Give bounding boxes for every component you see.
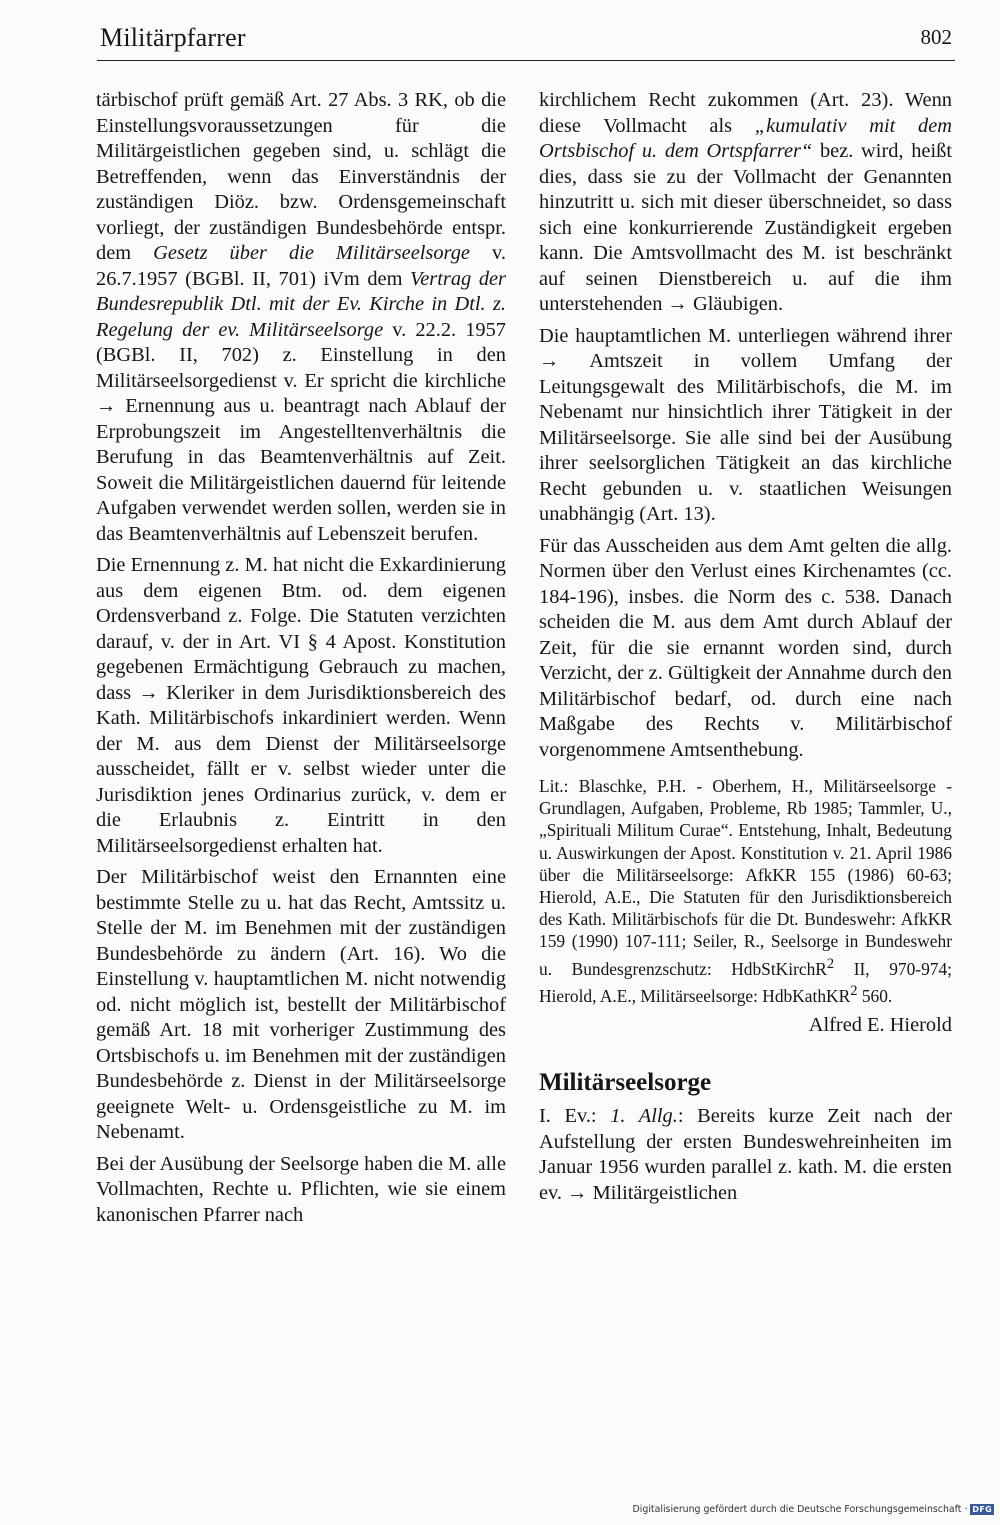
digitization-footer (633, 1504, 994, 1515)
dfg-logo: DFG (972, 1505, 992, 1514)
section-heading: Militärseelsorge (539, 1069, 712, 1097)
paragraph: Die Ernennung z. M. hat nicht die Exkardinierung aus dem eigenen Btm. od. dem eigenen Ordensverband z. Folge. Die Statuten verzichten darauf, v. der in Art. VI § 4 Apost. Konstitution gegebenen Ermächtigung Gebrauch zu machen, dass → Kleriker in dem Jurisdiktionsbereich des Kath. Militärbischofs inkardiniert werden. Wenn der M. aus dem Dienst der Militärseelsorge ausscheidet, fällt er v. selbst wieder unter die Jurisdiktion jenes Ordinarius zurück, v. dem er die Erlaubnis z. Eintritt in den Militärseelsorgedienst erhalten hat. (96, 554, 506, 857)
header-title: Militärpfarrer (100, 23, 246, 52)
paragraph: Der Militärbischof weist den Ernannten eine bestimmte Stelle zu u. hat das Recht, Amtssitz u. Stelle der M. im Benehmen mit der zuständigen Bundesbehörde zu ändern (Art. 16). Wo die Einstellung v. hauptamtlichen M. nicht notwendig od. nicht möglich ist, bestellt der Militärbischof gemäß Art. 18 mit vorheriger Zustimmung des Ortsbischofs u. im Benehmen mit der zuständigen Bundesbehörde z. Dienst in der Militärseelsorge geeignete Welt- u. Ordensgeistliche zu M. im Nebenamt. (96, 866, 506, 1143)
right-column (539, 88, 952, 1212)
paragraph: Für das Ausscheiden aus dem Amt gelten die allg. Normen über den Verlust eines Kirchenamtes (cc. 184-196), insbes. die Norm des c. 538. Danach scheiden die M. aus dem Amt durch Ablauf der Zeit, für die sie ernannt worden sind, durch Verzicht, der z. Gültigkeit der Annahme durch den Militärbischof bedarf, od. durch eine nach Maßgabe des Rechts v. Militärbischof vorgenommene Amtsenthebung. (539, 534, 952, 761)
left-column (96, 88, 506, 1234)
literature-references: Lit.: Blaschke, P.H. - Oberhem, H., Militärseelsorge - Grundlagen, Aufgaben, Probleme, Rb 1985; Tammler, U., „Spirituali Militum Curae“. Entstehung, Inhalt, Bedeutung u. Auswirkungen der Apost. Konstitution v. 21. April 1986 über die Militärseelsorge: AfkKR 155 (1986) 60-63; Hierold, A.E., Die Statuten für den Jurisdiktionsbereich des Kath. Militärbischofs für die Dt. Bundeswehr: AfkKR 159 (1990) 107-111; Seiler, R., Seelsorge in Bundeswehr u. Bundesgrenzschutz: HdbStKirchR$^2$ II, 970-974; Hierold, A.E., Militärseelsorge: HdbKathKR$^2$ 560. (539, 776, 953, 1006)
paragraph: tärbischof prüft gemäß Art. 27 Abs. 3 RK, ob die Einstellungsvoraussetzungen für die Militärgeistlichen gegeben sind, u. schlägt die Betreffenden, wenn das Einverständnis der zuständigen Diöz. bzw. Ordensgemeinschaft vorliegt, der zuständigen Bundesbehörde entspr. dem Gesetz über die Militärseelsorge v. 26.7.1957 (BGBl. II, 701) iVm dem Vertrag der Bundesrepublik Dtl. mit der Ev. Kirche in Dtl. z. Regelung der ev. Militärseelsorge v. 22.2. 1957 (BGBl. II, 702) z. Einstellung in den Militärseelsorgedienst v. Er spricht die kirchliche → Ernennung aus u. beantragt nach Ablauf der Erprobungszeit im Angestelltenverhältnis die Berufung in das Beamtenverhältnis auf Zeit. Soweit die Militärgeistlichen dauernd für leitende Aufgaben verwendet werden sollen, werden sie in das Beamtenverhältnis auf Lebenszeit berufen. (96, 89, 506, 545)
page-number: 802 (920, 25, 952, 49)
paragraph: Die hauptamtlichen M. unterliegen während ihrer → Amtszeit in vollem Umfang der Leitungsgewalt des Militärbischofs, die M. im Nebenamt nur hinsichtlich ihrer Tätigkeit in der Militärseelsorge. Sie alle sind bei der Ausübung ihrer seelsorglichen Tätigkeit an das kirchliche Recht gebunden u. v. staatlichen Weisungen unabhängig (Art. 13). (539, 324, 952, 525)
paragraph: I. Ev.: 1. Allg.: Bereits kurze Zeit nach der Aufstellung der ersten Bundeswehreinheiten im Januar 1956 wurden parallel z. kath. M. die ersten ev. → Militärgeistlichen (539, 1105, 952, 1204)
paragraph: Bei der Ausübung der Seelsorge haben die M. alle Vollmachten, Rechte u. Pflichten, wie sie einem kanonischen Pfarrer nach (96, 1152, 506, 1226)
paragraph: kirchlichem Recht zukommen (Art. 23). Wenn diese Vollmacht als „kumulativ mit dem Ortsbischof u. dem Ortspfarrer“ bez. wird, heißt dies, dass sie zu der Vollmacht der Genannten hinzutritt u. sich mit dieser überschneidet, so dass sich eine konkurrierende Zuständigkeit ergeben kann. Die Amtsvollmacht des M. ist beschränkt auf seinen Dienstbereich u. auf die ihm unterstehenden → Gläubigen. (539, 89, 952, 315)
running-header (97, 18, 955, 61)
author-signature: Alfred E. Hierold (808, 1013, 952, 1036)
footer-text: Digitalisierung gefördert durch die Deutsche Forschungsgemeinschaft · (632, 1504, 968, 1515)
